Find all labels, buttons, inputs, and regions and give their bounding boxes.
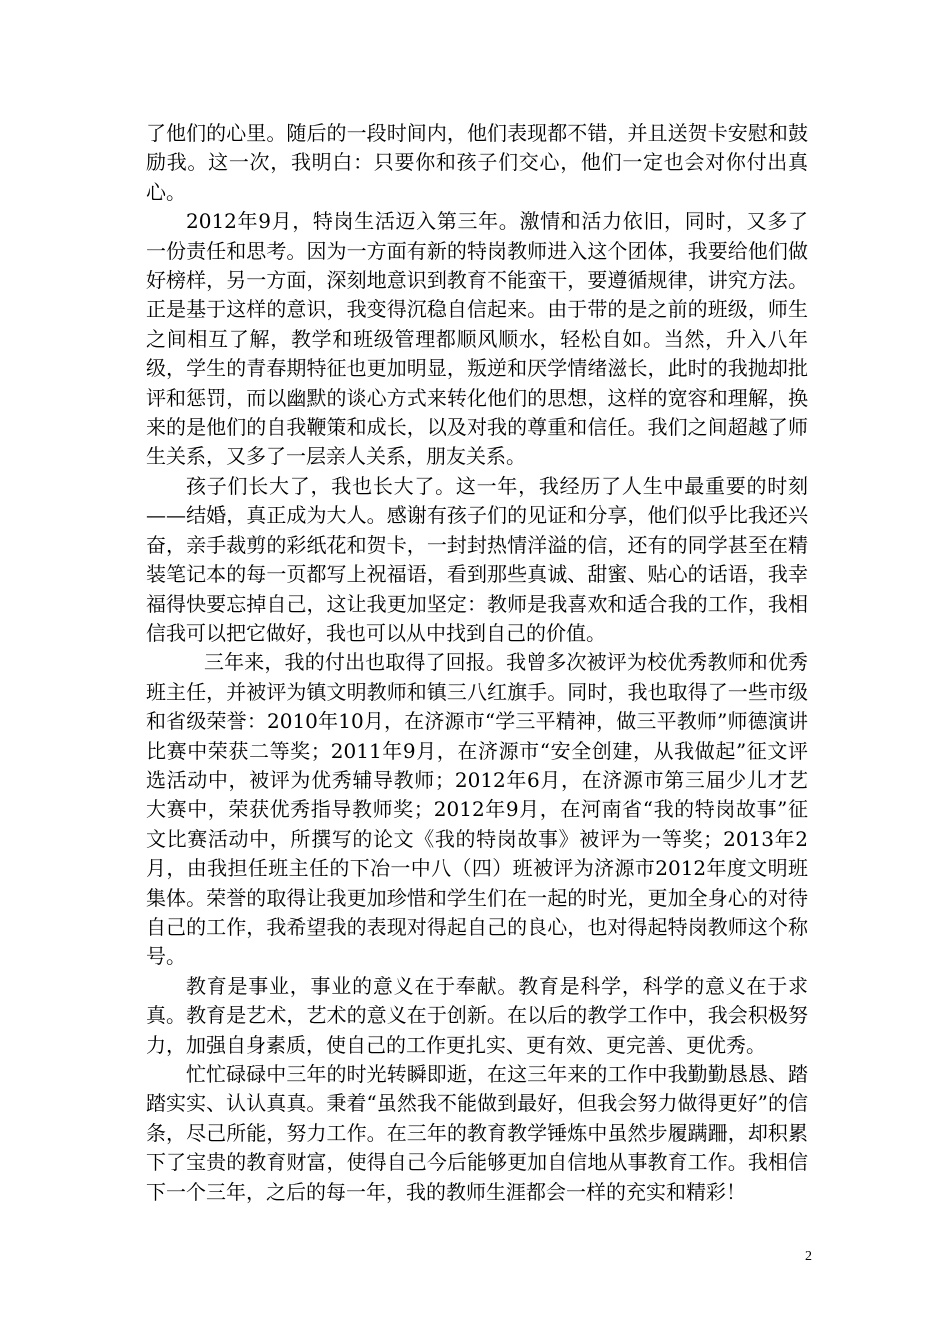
paragraph-third-year: 2012年9月，特岗生活迈入第三年。激情和活力依旧，同时，又多了一份责任和思考。因为一方面有新的特岗教师进入这个团体，我要给他们做好榜样，另一方面，深刻地意识到教育不能蛮干，要遵循规律，讲究方法。正是基于这样的意识，我变得沉稳自信起来。由于带的是之前的班级，师生之间相互了解，教学和班级管理都顺风顺水，轻松自如。当然，升入八年级，学生的青春期特征也更加明显，叛逆和厌学情绪滋长，此时的我抛却批评和惩罚，而以幽默的谈心方式来转化他们的思想，这样的宽容和理解，换来的是他们的自我鞭策和成长，以及对我的尊重和信任。我们之间超越了师生关系，又多了一层亲人关系，朋友关系。 [146,209,808,469]
paragraph-education-meaning: 教育是事业，事业的意义在于奉献。教育是科学，科学的意义在于求真。教育是艺术，艺术的意义在于创新。在以后的教学工作中，我会积极努力，加强自身素质，使自己的工作更扎实、更有效、更完善、更优秀。 [146,973,808,1057]
body-text [146,119,808,1207]
paragraph-conclusion: 忙忙碌碌中三年的时光转瞬即逝，在这三年来的工作中我勤勤恳恳、踏踏实实、认认真真。秉着“虽然我不能做到最好，但我会努力做得更好”的信条，尽己所能，努力工作。在三年的教育教学锤炼中虽然步履蹒跚，却积累下了宝贵的教育财富，使得自己今后能够更加自信地从事教育工作。我相信下一个三年，之后的每一年，我的教师生涯都会一样的充实和精彩！ [146,1062,808,1204]
paragraph-continuation: 了他们的心里。随后的一段时间内，他们表现都不错，并且送贺卡安慰和鼓励我。这一次，我明白：只要你和孩子们交心，他们一定也会对你付出真心。 [146,121,808,204]
paragraph-honors: 三年来，我的付出也取得了回报。我曾多次被评为校优秀教师和优秀班主任，并被评为镇文明教师和镇三八红旗手。同时，我也取得了一些市级和省级荣誉：2010年10月，在济源市“学三平精神，做三平教师”师德演讲比赛中荣获二等奖；2011年9月，在济源市“安全创建，从我做起”征文评选活动中，被评为优秀辅导教师；2012年6月，在济源市第三届少儿才艺大赛中，荣获优秀指导教师奖；2012年9月，在河南省“我的特岗故事”征文比赛活动中，所撰写的论文《我的特岗故事》被评为一等奖；2013年2月，由我担任班主任的下冶一中八（四）班被评为济源市2012年度文明班集体。荣誉的取得让我更加珍惜和学生们在一起的时光，更加全身心的对待自己的工作，我希望我的表现对得起自己的良心，也对得起特岗教师这个称号。 [146,650,808,969]
paragraph-growing-up: 孩子们长大了，我也长大了。这一年，我经历了人生中最重要的时刻——结婚，真正成为大人。感谢有孩子们的见证和分享，他们似乎比我还兴奋，亲手裁剪的彩纸花和贺卡，一封封热情洋溢的信，还有的同学甚至在精装笔记本的每一页都写上祝福语，看到那些真诚、甜蜜、贴心的话语，我幸福得快要忘掉自己，这让我更加坚定：教师是我喜欢和适合我的工作，我相信我可以把它做好，我也可以从中找到自己的价值。 [146,473,808,645]
page-number: 2 [805,1249,812,1264]
